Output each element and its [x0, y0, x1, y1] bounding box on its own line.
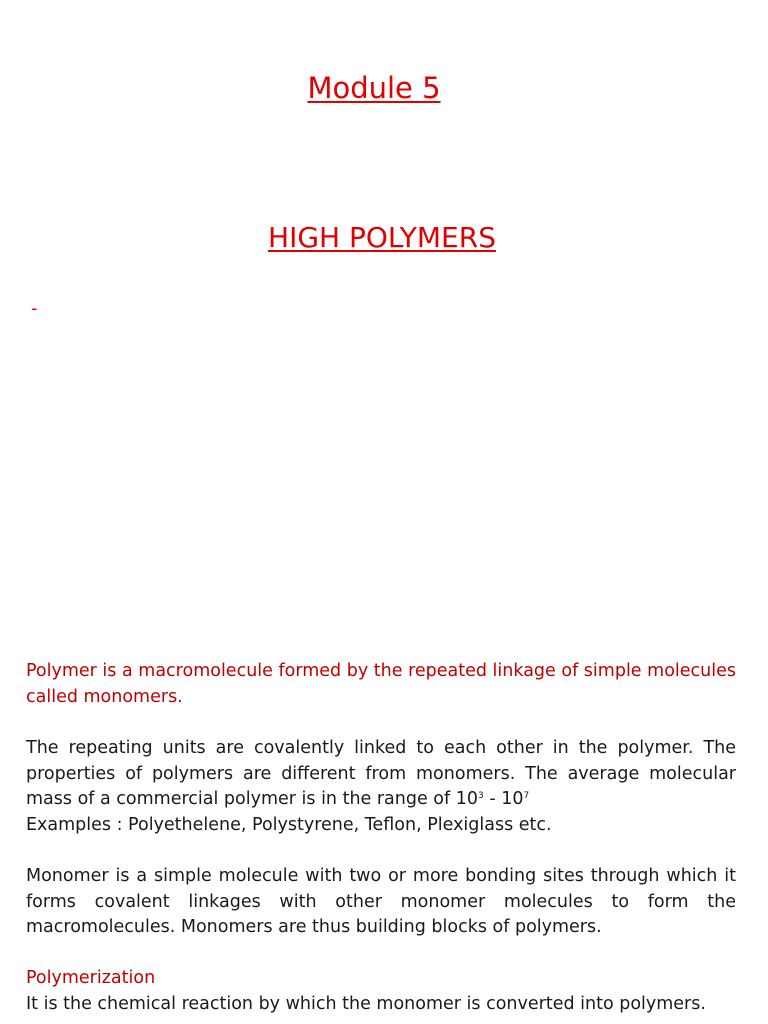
range-high-exponent: 7 [523, 791, 530, 802]
repeating-units-text: The repeating units are covalently linked to each other in the polymer. The properties of polymers are different from monomers. The average molecular mass of a commercial polymer is in the range of [26, 738, 736, 810]
polymerization-text: It is the chemical reaction by which the monomer is converted into polymers. [26, 994, 706, 1014]
repeating-units-paragraph [26, 736, 736, 839]
range-high-base: 10 [501, 789, 524, 810]
dash-marker: - [31, 298, 38, 319]
molecular-mass-range [456, 789, 529, 809]
section-title: HIGH POLYMERS [268, 221, 496, 254]
examples-line: Examples : Polyethelene, Polystyrene, Teflon, Plexiglass etc. [26, 815, 552, 836]
polymer-definition: Polymer is a macromolecule formed by the repeated linkage of simple molecules called monomers. [26, 661, 736, 707]
range-low-exponent: 3 [478, 791, 484, 802]
range-separator: - [483, 789, 502, 810]
range-low-base: 10 [455, 789, 479, 810]
monomer-paragraph: Monomer is a simple molecule with two or more bonding sites through which it forms covalent linkages with other monomer molecules to form the macromolecules. Monomers are thus building blocks of polymers. [26, 866, 736, 938]
module-title: Module 5 [307, 71, 441, 105]
polymerization-heading: Polymerization [26, 968, 156, 988]
